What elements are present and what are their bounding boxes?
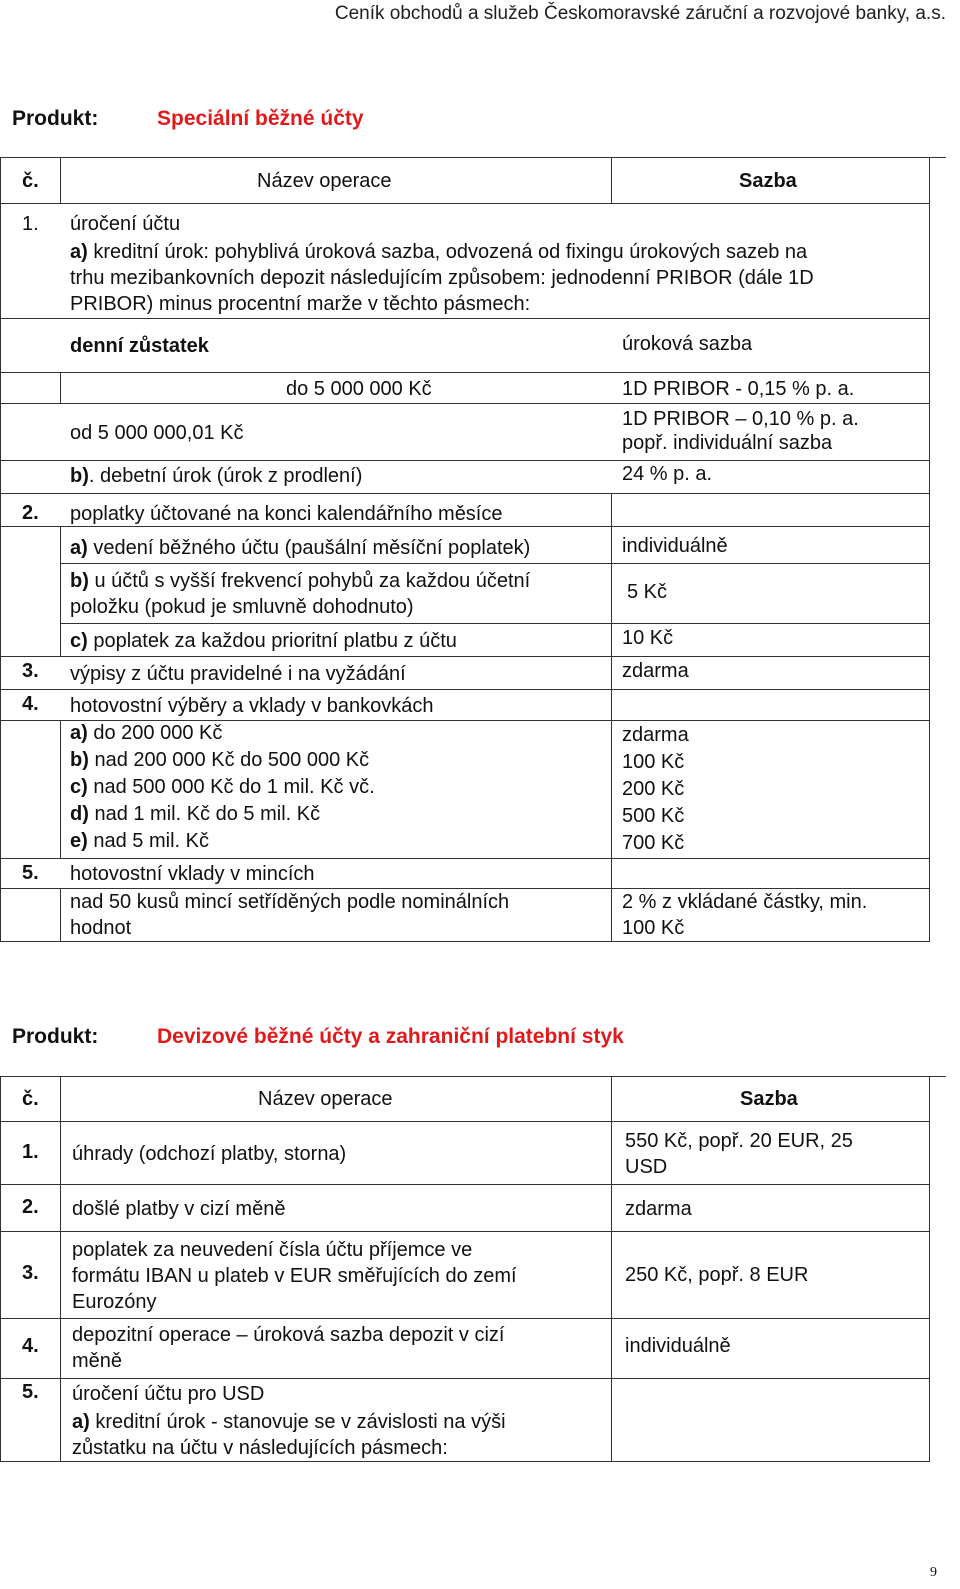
item-text-line: položku (pokud je smluvně dohodnuto): [70, 596, 414, 618]
item-rate: 200 Kč: [622, 778, 685, 800]
table-rule: [0, 858, 930, 859]
table-rule: [0, 1184, 930, 1185]
item-title: úhrady (odchozí platby, storna): [72, 1143, 347, 1165]
subitem-prefix: c): [70, 630, 88, 652]
tier-header-balance: denní zůstatek: [70, 335, 209, 357]
column-header-name: Název operace: [257, 170, 392, 192]
item-subline: [72, 1409, 506, 1435]
table-rule: [611, 493, 612, 941]
tier-rate: popř. individuální sazba: [622, 432, 833, 454]
column-header-number: č.: [22, 170, 39, 192]
product-name: Speciální běžné účty: [157, 107, 364, 130]
table-rule: [0, 689, 930, 690]
item-subline: [70, 801, 320, 827]
column-header-number: č.: [22, 1088, 39, 1110]
item-title: došlé platby v cizí měně: [72, 1198, 286, 1220]
table-rule: [0, 941, 930, 942]
subitem-text: nad 500 000 Kč do 1 mil. Kč vč.: [87, 776, 375, 798]
item-text-line: zůstatku na účtu v následujících pásmech:: [72, 1437, 448, 1459]
item-rate: USD: [625, 1156, 668, 1178]
item-number: 5.: [22, 862, 39, 884]
subitem-text: u účtů s vyšší frekvencí pohybů za každou účetní: [88, 570, 531, 592]
subitem-text: . debetní úrok (úrok z prodlení): [88, 465, 363, 487]
item-subline: [70, 568, 530, 594]
table-rule: [0, 460, 930, 461]
page-number: 9: [930, 1565, 937, 1580]
table-rule: [0, 372, 930, 373]
item-rate: zdarma: [625, 1198, 692, 1220]
item-text-line: poplatek za neuvedení čísla účtu příjemce ve: [72, 1239, 473, 1261]
subitem-text: kreditní úrok - stanovuje se v závislosti na výši: [89, 1411, 506, 1433]
item-rate: 100 Kč: [622, 917, 685, 939]
column-header-name: Název operace: [258, 1088, 393, 1110]
subitem-prefix: a): [72, 1411, 90, 1433]
table-rule: [0, 493, 930, 494]
tier-balance: do 5 000 000 Kč: [286, 378, 432, 400]
item-subline: [70, 537, 530, 560]
table-rule: [929, 157, 930, 941]
item-rate: 5 Kč: [627, 581, 668, 603]
table-rule: [60, 157, 61, 203]
table-rule: [60, 526, 61, 656]
item-subline: [70, 828, 209, 854]
item-text-line: měně: [72, 1350, 123, 1372]
table-rule: [60, 888, 61, 941]
table-rule: [60, 623, 930, 624]
subitem-prefix: e): [70, 830, 88, 852]
item-rate: zdarma: [622, 660, 689, 682]
column-header-rate: Sazba: [739, 170, 797, 192]
item-subline: [70, 239, 807, 265]
subitem-text: nad 5 mil. Kč: [87, 830, 209, 852]
item-text-line: trhu mezibankovních depozit následujícím způsobem: jednodenní PRIBOR (dále 1D: [70, 267, 814, 289]
subitem-prefix: a): [70, 537, 88, 559]
item-rate: individuálně: [622, 535, 728, 557]
item-subline: [70, 630, 457, 653]
table-rule: [0, 318, 930, 319]
subitem-prefix: b): [70, 570, 89, 592]
subitem-text: nad 200 000 Kč do 500 000 Kč: [88, 749, 370, 771]
item-rate: 10 Kč: [622, 627, 674, 649]
item-number: 1.: [22, 213, 39, 235]
item-title: poplatky účtované na konci kalendářního měsíce: [70, 503, 503, 525]
item-number: 2.: [22, 1196, 39, 1218]
column-header-rate: Sazba: [740, 1088, 798, 1110]
subitem-text: nad 1 mil. Kč do 5 mil. Kč: [88, 803, 321, 825]
table-rule: [0, 1121, 930, 1122]
table-rule: [611, 157, 612, 203]
item-rate: 550 Kč, popř. 20 EUR, 25: [625, 1130, 853, 1152]
item-text-line: Eurozóny: [72, 1291, 157, 1313]
item-text-line: nad 50 kusů mincí setříděných podle nominálních: [70, 891, 510, 913]
item-text-line: PRIBOR) minus procentní marže v těchto pásmech:: [70, 293, 531, 315]
item-subline: [70, 774, 375, 800]
item-rate: 2 % z vkládané částky, min.: [622, 891, 868, 913]
item-text-line: formátu IBAN u plateb v EUR směřujících do zemí: [72, 1265, 517, 1287]
table-rule: [60, 563, 930, 564]
subitem-prefix: c): [70, 776, 88, 798]
item-rate: individuálně: [625, 1335, 731, 1357]
item-rate: 250 Kč, popř. 8 EUR: [625, 1264, 809, 1286]
item-rate: 500 Kč: [622, 805, 685, 827]
tier-balance: od 5 000 000,01 Kč: [70, 422, 244, 444]
subitem-text: vedení běžného účtu (paušální měsíční poplatek): [87, 537, 531, 559]
table-rule: [60, 1076, 61, 1461]
table-rule: [0, 157, 946, 158]
table-rule: [0, 403, 930, 404]
subitem-prefix: b): [70, 465, 89, 487]
item-number: 2.: [22, 502, 39, 524]
item-rate: zdarma: [622, 724, 689, 746]
subitem-prefix: b): [70, 749, 89, 771]
table-rule: [611, 1076, 612, 1461]
item-title: výpisy z účtu pravidelné i na vyžádání: [70, 663, 406, 685]
table-rule: [0, 526, 930, 527]
item-title: hotovostní vklady v mincích: [70, 863, 315, 885]
subitem-text: poplatek za každou prioritní platbu z účtu: [87, 630, 457, 652]
item-subline: [70, 747, 369, 773]
table-rule: [0, 203, 930, 204]
item-text-line: hodnot: [70, 917, 132, 939]
table-rule: [0, 157, 1, 941]
item-title: hotovostní výběry a vklady v bankovkách: [70, 695, 434, 717]
item-subline: [70, 465, 362, 488]
tier-header-rate: úroková sazba: [622, 333, 753, 355]
item-rate: 700 Kč: [622, 832, 685, 854]
item-number: 4.: [22, 693, 39, 715]
subitem-prefix: a): [70, 722, 88, 744]
product-name: Devizové běžné účty a zahraniční platební styk: [157, 1025, 624, 1048]
tier-rate: 1D PRIBOR - 0,15 % p. a.: [622, 378, 855, 400]
table-rule: [0, 1461, 930, 1462]
item-title: úročení účtu: [70, 213, 181, 235]
table-rule: [60, 720, 61, 858]
item-number: 3.: [22, 1262, 39, 1284]
item-number: 4.: [22, 1335, 39, 1357]
item-title: úročení účtu pro USD: [72, 1383, 265, 1405]
product-label: Produkt:: [12, 107, 99, 130]
table-rule: [0, 1231, 930, 1232]
table-rule: [929, 1076, 930, 1461]
table-rule: [0, 1318, 930, 1319]
item-subline: [70, 720, 222, 746]
subitem-text: kreditní úrok: pohyblivá úroková sazba, odvozená od fixingu úrokových sazeb na: [87, 241, 808, 263]
item-text-line: depozitní operace – úroková sazba depozit v cizí: [72, 1324, 505, 1346]
item-rate: 24 % p. a.: [622, 463, 713, 485]
table-rule: [0, 1378, 930, 1379]
item-rate: 100 Kč: [622, 751, 685, 773]
item-number: 1.: [22, 1141, 39, 1163]
subitem-text: do 200 000 Kč: [87, 722, 223, 744]
subitem-prefix: a): [70, 241, 88, 263]
subitem-prefix: d): [70, 803, 89, 825]
document-header-title: Ceník obchodů a služeb Českomoravské záruční a rozvojové banky, a.s.: [334, 3, 946, 24]
table-rule: [0, 1076, 1, 1461]
table-rule: [0, 656, 930, 657]
item-number: 5.: [22, 1381, 39, 1403]
product-label: Produkt:: [12, 1025, 99, 1048]
table-rule: [60, 372, 61, 403]
tier-rate: 1D PRIBOR – 0,10 % p. a.: [622, 408, 859, 430]
table-rule: [0, 1076, 946, 1077]
item-number: 3.: [22, 660, 39, 682]
